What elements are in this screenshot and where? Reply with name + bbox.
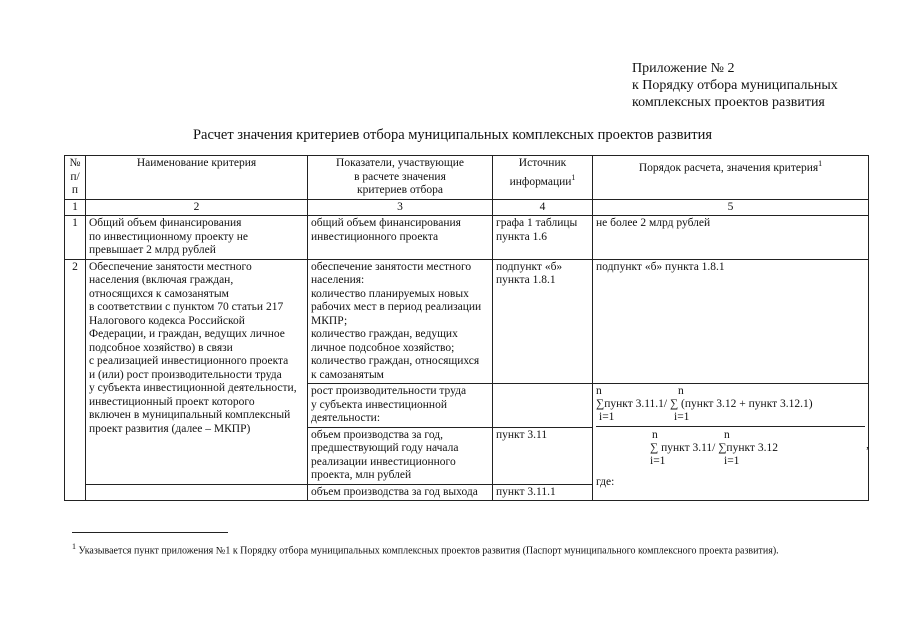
info-source: подпункт «б» пункта 1.8.1 — [493, 259, 593, 384]
table-row — [65, 259, 869, 384]
index-cell: 2 — [86, 199, 308, 216]
header-calc: Порядок расчета, значения критерия$^1$ — [593, 156, 869, 200]
info-source — [493, 384, 593, 428]
appendix-line: комплексных проектов развития — [632, 95, 825, 110]
where-label: где: — [596, 476, 615, 488]
header-name: Наименование критерия — [86, 156, 308, 200]
criterion-name: Обеспечение занятости местного населения (включая граждан, относящихся к самозанятым в соответствии с пунктом 70 статьи 217 Налогового кодекса Российской Федерации, и граждан, ведущих личное подсобное хозяйство) в связи с реализацией инвестиционного проекта и (или) рост производительности труда у субъекта инвестиционной деятельности, инвестиционный проект которого включен в муниципальный комплексный проект развития (далее – МКПР) — [86, 259, 308, 484]
index-cell: 1 — [65, 199, 86, 216]
calculation: подпункт «б» пункта 1.8.1 — [593, 259, 869, 384]
formula-productivity: n n ∑пункт 3.11.1/ ∑ (пункт 3.12 + пункт 3.12.1) i=1 i=1 — [596, 385, 813, 423]
criterion-name — [86, 484, 308, 501]
formula-ratio: n n ∑ пункт 3.11/ ∑пункт 3.12 i=1 i=1 , — [596, 426, 865, 468]
index-cell: 4 — [493, 199, 593, 216]
appendix-header — [632, 60, 838, 111]
calculation-formula — [593, 384, 869, 501]
criterion-name: Общий объем финансирования по инвестиционному проекту не превышает 2 млрд рублей — [86, 216, 308, 260]
header-num: № п/п — [65, 156, 86, 200]
criteria-table — [64, 155, 869, 501]
row-number: 2 — [65, 259, 86, 501]
info-source: пункт 3.11.1 — [493, 484, 593, 501]
indicators: общий объем финансирования инвестиционного проекта — [308, 216, 493, 260]
indicators: объем производства за год выхода — [308, 484, 493, 501]
table-index-row — [65, 199, 869, 216]
appendix-line: к Порядку отбора муниципальных — [632, 78, 838, 93]
info-source: графа 1 таблицы пункта 1.6 — [493, 216, 593, 260]
indicators: рост производительности труда у субъекта инвестиционной деятельности: — [308, 384, 493, 428]
footnote: $^1$ Указывается пункт приложения №1 к Порядку отбора муниципальных комплексных проектов развития (Паспорт муниципального комплексного проекта развития). — [72, 542, 779, 557]
index-cell: 3 — [308, 199, 493, 216]
indicators: объем производства за год, предшествующий году начала реализации инвестиционного проекта, млн рублей — [308, 427, 493, 484]
table-row — [65, 216, 869, 260]
indicators: обеспечение занятости местного населения: количество планируемых новых рабочих мест в период реализации МКПР; количество граждан, ведущих личное подсобное хозяйство; количество граждан, относящихся к самозанятым — [308, 259, 493, 384]
footnote-divider — [72, 532, 228, 533]
header-source: Источник информации$^1$ — [493, 156, 593, 200]
table-header-row — [65, 156, 869, 200]
header-indicators: Показатели, участвующие в расчете значения критериев отбора — [308, 156, 493, 200]
document-title: Расчет значения критериев отбора муниципальных комплексных проектов развития — [192, 127, 713, 143]
appendix-line: Приложение № 2 — [632, 61, 735, 76]
calculation: не более 2 млрд рублей — [593, 216, 869, 260]
index-cell: 5 — [593, 199, 869, 216]
info-source: пункт 3.11 — [493, 427, 593, 484]
row-number: 1 — [65, 216, 86, 260]
